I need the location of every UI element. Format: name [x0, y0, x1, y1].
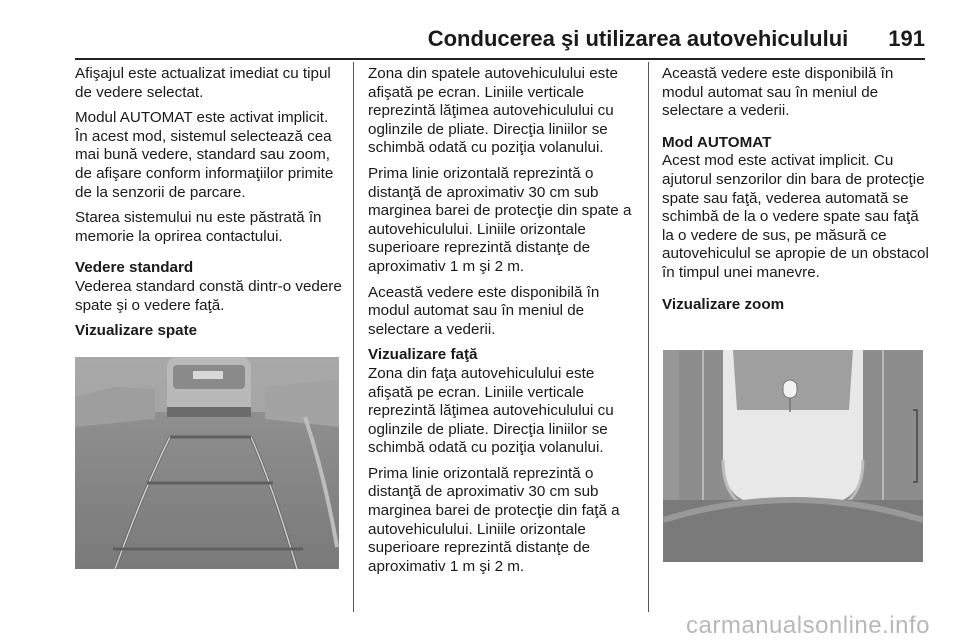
section-heading: Vizualizare spate	[75, 322, 198, 340]
paragraph: Această vedere este disponibilă în modul automat sau în meniul de selectare a vederii.	[662, 65, 894, 120]
header-rule	[75, 58, 925, 60]
paragraph: Prima linie orizontală reprezintă o distanţă de aproximativ 30 cm sub marginea barei de protecţie din spate a autovehiculului. Liniile orizontale superioare reprezintă distanţe de aproximativ 1 m şi 2 m.	[368, 164, 632, 275]
column-2	[368, 65, 638, 583]
paragraph: Starea sistemului nu este păstrată în memorie la oprirea contactului.	[75, 209, 322, 245]
watermark: carmanualsonline.info	[686, 612, 930, 639]
paragraph: Prima linie orizontală reprezintă o distanţă de aproximativ 30 cm sub marginea barei de protecţie din faţă a autovehiculului. Liniile orizontale superioare reprezintă distanţe de aproximativ 1 m şi 2 m.	[368, 464, 620, 575]
paragraph: Zona din spatele autovehiculului este afişată pe ecran. Liniile verticale reprezintă lăţimea autovehiculului cu oglinzile de pliate. Direcţia liniilor se schimbă odată cu poziţia volanului.	[368, 65, 618, 157]
column-1	[75, 65, 345, 341]
section-heading: Vizualizare faţă	[368, 346, 478, 364]
paragraph: Zona din faţa autovehiculului este afişată pe ecran. Liniile verticale reprezintă lăţimea autovehiculului cu oglinzile de pliate. Direcţia liniilor se schimbă odată cu poziţia volanului.	[368, 364, 614, 457]
rear-view-illustration	[75, 357, 339, 569]
paragraph: Modul AUTOMAT este activat implicit. În acest mod, sistemul selectează cea mai bună vedere, standard sau zoom, de afişare conform informaţiilor primite de la senzorii de parcare.	[75, 109, 334, 201]
paragraph: Această vedere este disponibilă în modul automat sau în meniul de selectare a vederii.	[368, 283, 600, 338]
zoom-view-camera-image	[663, 350, 923, 562]
column-divider-2	[648, 62, 649, 612]
rear-view-camera-image	[75, 357, 339, 569]
paragraph: Afişajul este actualizat imediat cu tipul de vedere selectat.	[75, 65, 331, 101]
paragraph: Acest mod este activat implicit. Cu ajutorul senzorilor din bara de protecţie spate sau faţă, vederea automată se schimbă de la o vedere spate sau faţă la o vedere de sus, pe măsură ce autovehiculul se apropie de un obstacol în timpul unei manevre.	[662, 152, 929, 281]
section-heading: Vizualizare zoom	[662, 295, 785, 313]
column-divider-1	[353, 62, 354, 612]
page-header	[75, 26, 925, 52]
page-number: 191	[888, 26, 925, 51]
section-heading: Vedere standard	[75, 259, 194, 277]
paragraph: Vederea standard constă dintr-o vedere spate şi o vedere faţă.	[75, 277, 342, 314]
column-3	[662, 65, 930, 314]
section-heading: Mod AUTOMAT	[662, 133, 772, 151]
zoom-view-illustration	[663, 350, 923, 562]
chapter-title: Conducerea şi utilizarea autovehiculului	[427, 26, 849, 51]
